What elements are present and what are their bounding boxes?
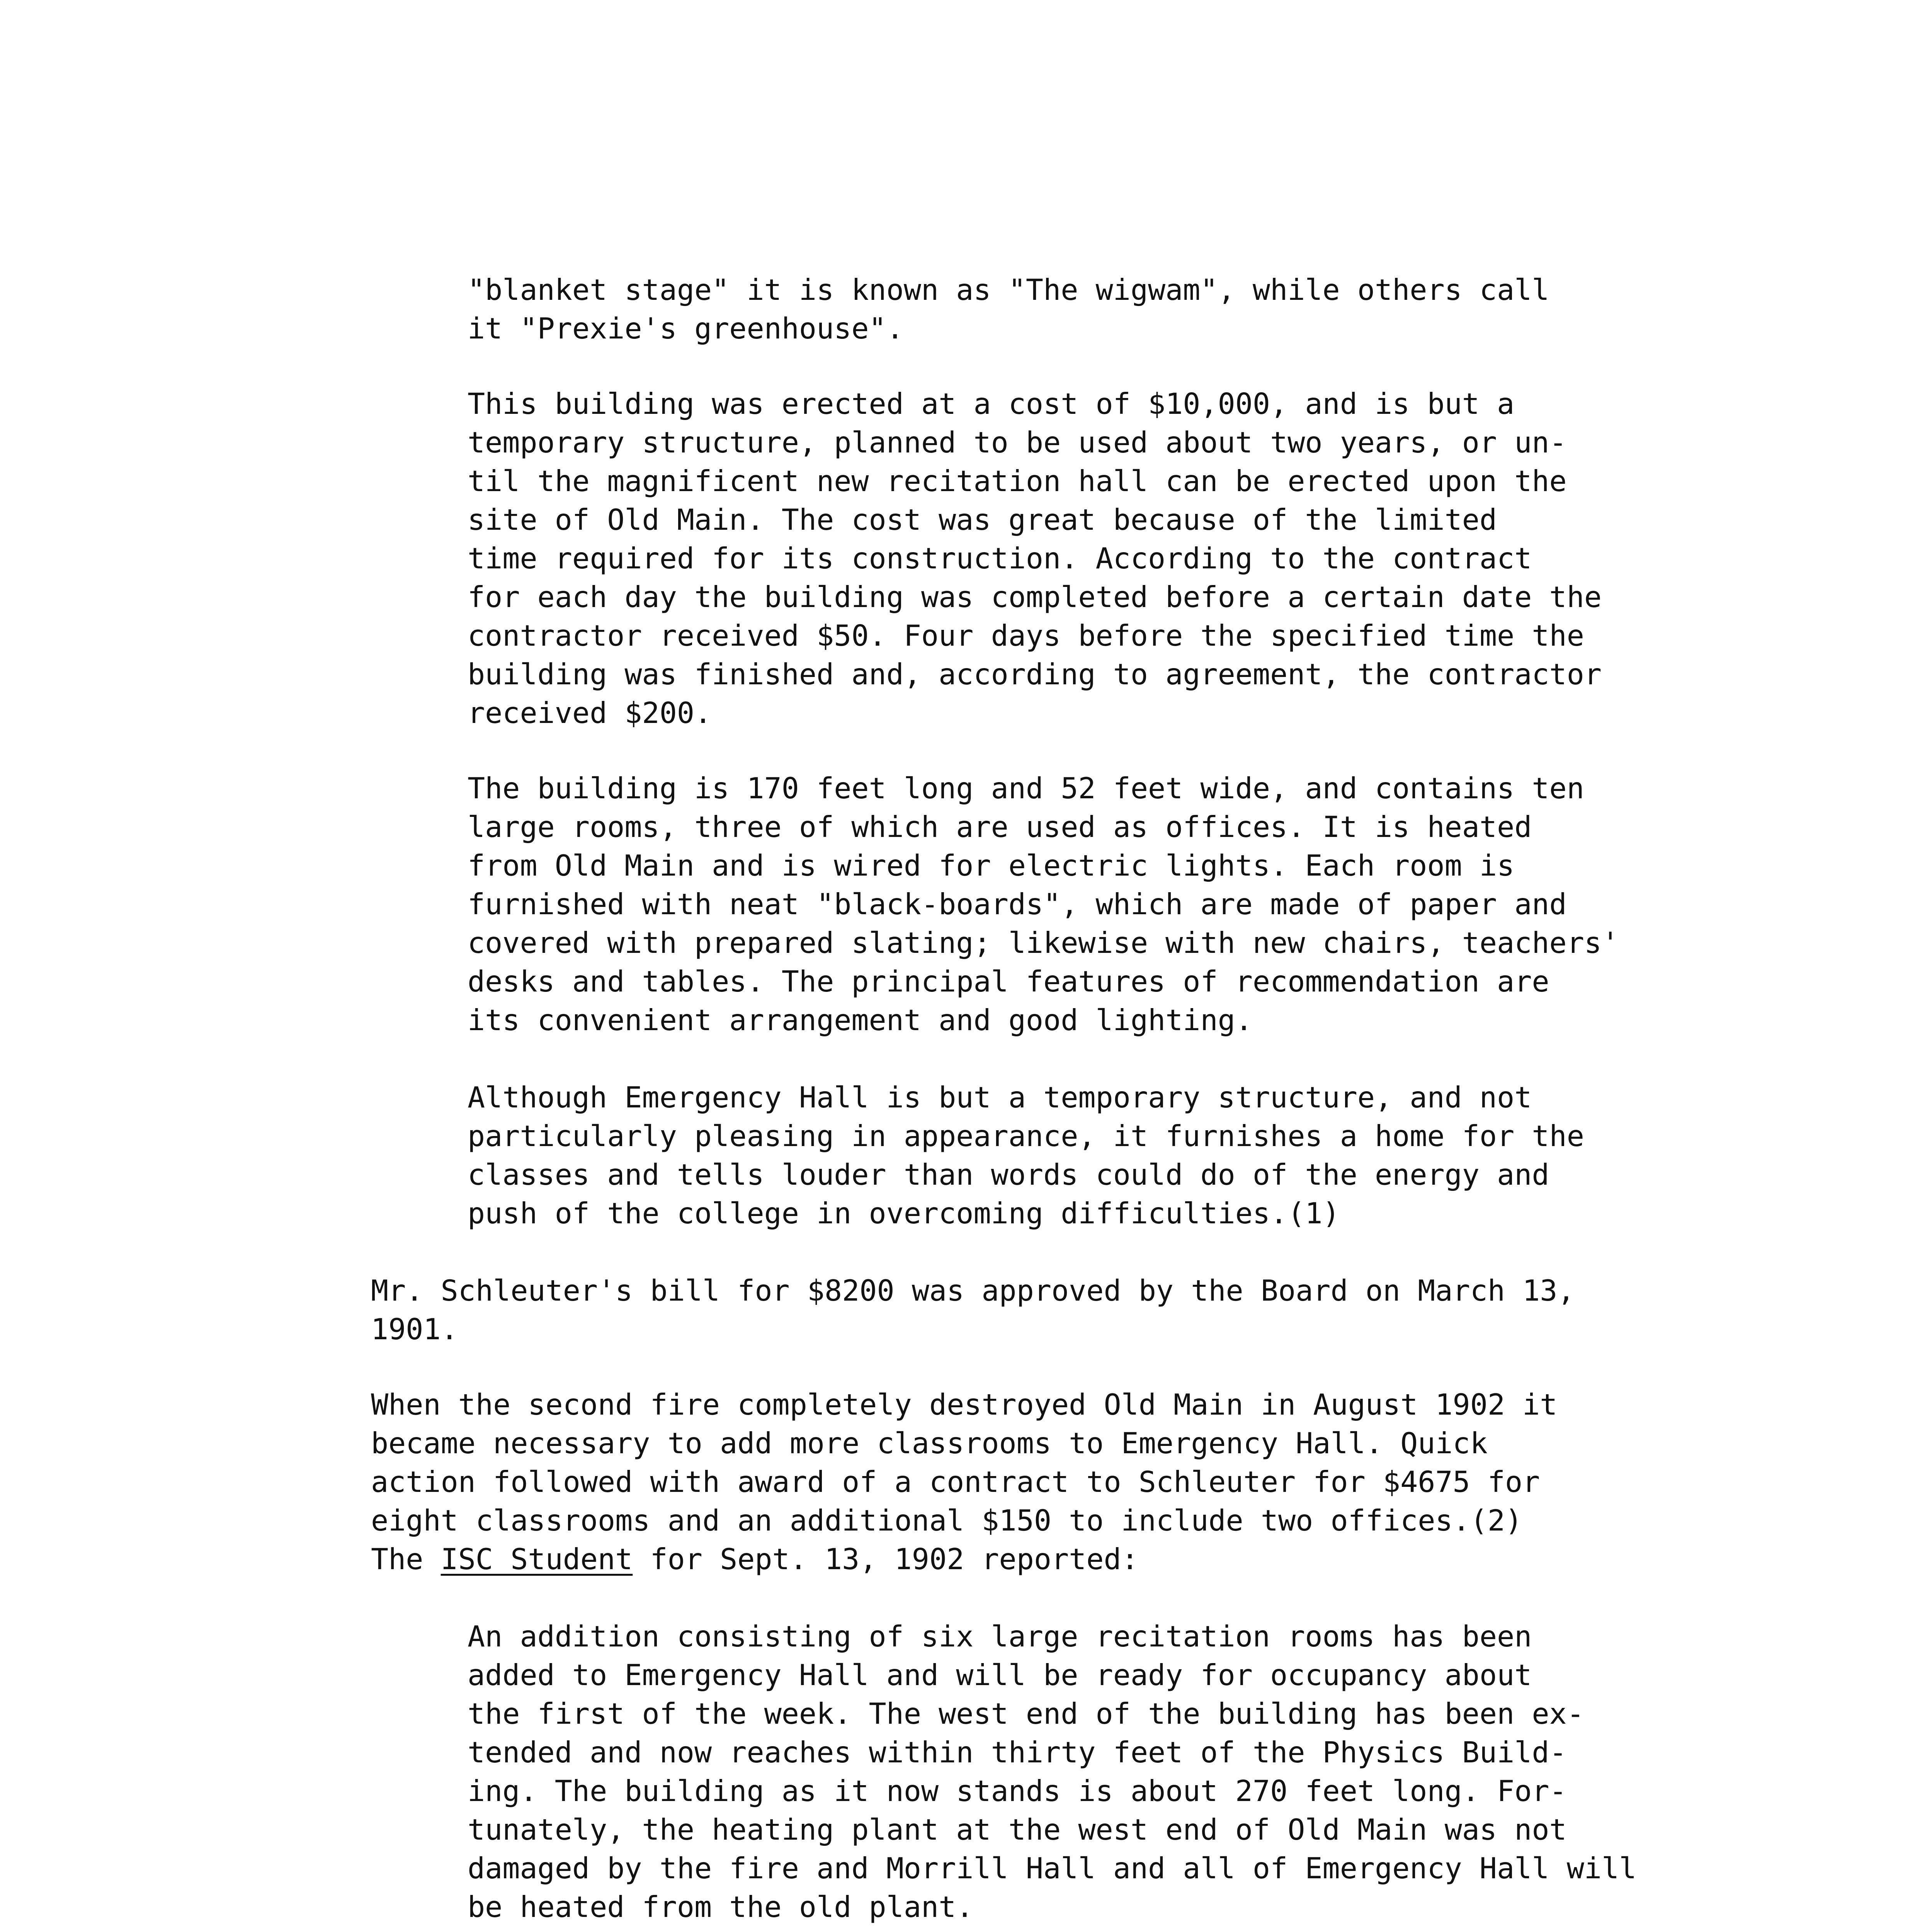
text-line: [371, 1540, 1557, 1578]
text-line: classes and tells louder than words could do of the energy and: [468, 1158, 1549, 1192]
text-line: temporary structure, planned to be used about two years, or un-: [468, 425, 1567, 459]
text-line: push of the college in overcoming difficulties.(1): [468, 1196, 1340, 1230]
text-fragment: The: [371, 1542, 441, 1576]
block-quote-dimensions: [468, 769, 1619, 1039]
text-line: An addition consisting of six large recitation rooms has been: [468, 1619, 1532, 1653]
text-line: it "Prexie's greenhouse".: [468, 311, 904, 345]
paragraph-fire: [371, 1385, 1557, 1578]
text-line: When the second fire completely destroyed Old Main in August 1902 it: [371, 1388, 1558, 1422]
text-line: eight classrooms and an additional $150 to include two offices.(2): [371, 1503, 1523, 1537]
text-line: the first of the week. The west end of the building has been ex-: [468, 1697, 1584, 1731]
text-line: This building was erected at a cost of $10,000, and is but a: [468, 387, 1515, 421]
text-line: tunately, the heating plant at the west end of Old Main was not: [468, 1813, 1567, 1847]
text-line: contractor received $50. Four days before the specified time the: [468, 619, 1584, 653]
text-line: be heated from the old plant.: [468, 1890, 974, 1924]
text-line: covered with prepared slating; likewise with new chairs, teachers': [468, 926, 1619, 960]
text-line: site of Old Main. The cost was great because of the limited: [468, 503, 1497, 537]
paragraph-bill: [371, 1271, 1575, 1349]
text-line: particularly pleasing in appearance, it furnishes a home for the: [468, 1119, 1584, 1153]
block-quote-temporary: [468, 1078, 1584, 1233]
text-line: til the magnificent new recitation hall can be erected upon the: [468, 464, 1567, 498]
text-line: received $200.: [468, 696, 712, 730]
text-line: Mr. Schleuter's bill for $8200 was approved by the Board on March 13,: [371, 1274, 1575, 1308]
text-line: furnished with neat "black-boards", which are made of paper and: [468, 887, 1567, 921]
block-quote-addition: [468, 1617, 1636, 1926]
text-line: time required for its construction. According to the contract: [468, 541, 1532, 575]
text-line: large rooms, three of which are used as offices. It is heated: [468, 810, 1532, 844]
block-quote-continuation: [468, 270, 1549, 348]
text-line: building was finished and, according to agreement, the contractor: [468, 657, 1602, 691]
publication-title: ISC Student: [440, 1542, 633, 1576]
text-line: for each day the building was completed before a certain date the: [468, 580, 1602, 614]
text-line: action followed with award of a contract to Schleuter for $4675 for: [371, 1465, 1540, 1499]
text-line: added to Emergency Hall and will be ready for occupancy about: [468, 1658, 1532, 1692]
text-line: from Old Main and is wired for electric lights. Each room is: [468, 849, 1515, 883]
text-line: became necessary to add more classrooms to Emergency Hall. Quick: [371, 1426, 1488, 1460]
text-fragment: for Sept. 13, 1902 reported:: [633, 1542, 1139, 1576]
block-quote-cost: [468, 384, 1602, 732]
text-line: "blanket stage" it is known as "The wigwam", while others call: [468, 273, 1549, 307]
text-line: damaged by the fire and Morrill Hall and all of Emergency Hall will: [468, 1851, 1637, 1885]
text-line: Although Emergency Hall is but a temporary structure, and not: [468, 1080, 1532, 1114]
text-line: 1901.: [371, 1312, 458, 1346]
text-line: The building is 170 feet long and 52 feet wide, and contains ten: [468, 771, 1584, 805]
text-line: ing. The building as it now stands is about 270 feet long. For-: [468, 1774, 1567, 1808]
text-line: tended and now reaches within thirty feet of the Physics Build-: [468, 1735, 1567, 1769]
text-line: its convenient arrangement and good lighting.: [468, 1003, 1253, 1037]
text-line: desks and tables. The principal features of recommendation are: [468, 964, 1549, 998]
